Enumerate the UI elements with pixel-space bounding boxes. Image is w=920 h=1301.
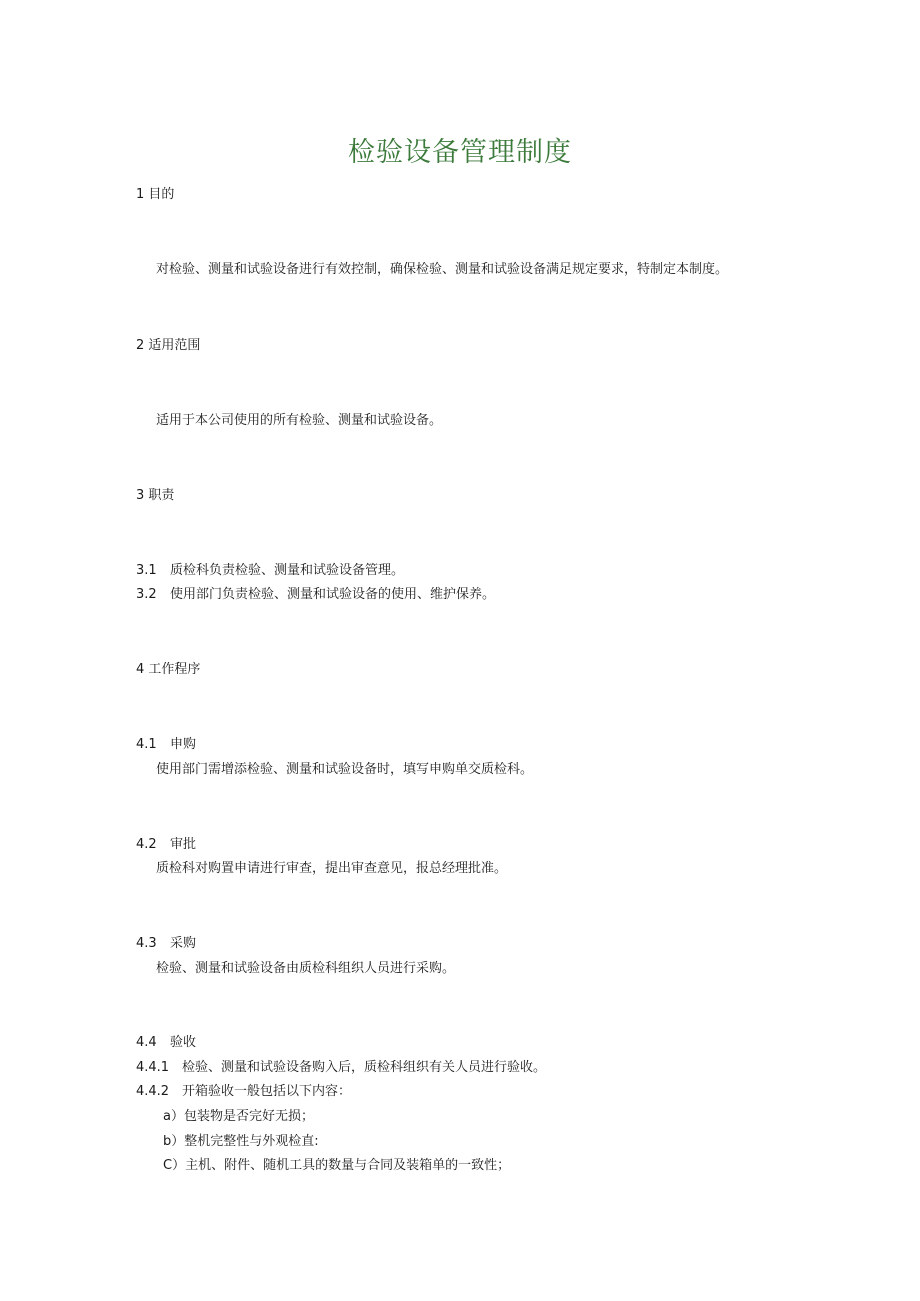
section-2-text: 适用于本公司使用的所有检验、测量和试验设备。 [156, 413, 443, 428]
subsection-number: 4.4 [136, 1035, 157, 1050]
subsection-number: 4.3 [136, 936, 157, 951]
subsection-heading [136, 935, 196, 953]
subsection-heading [136, 736, 196, 754]
clause-item [136, 1059, 546, 1077]
subsection-text: 使用部门需增添检验、测量和试验设备时，填写申购单交质检科。 [156, 762, 534, 777]
subsection-number: 4.1 [136, 737, 157, 752]
section-4-heading: 4 工作程序 [136, 662, 201, 677]
duty-item [136, 586, 495, 604]
duty-item-text: 使用部门负责检验、测量和试验设备的使用、维护保养。 [170, 587, 496, 602]
section-1-heading: 1 目的 [136, 187, 175, 202]
clause-text: 检验、测量和试验设备购入后，质检科组织有关人员进行验收。 [182, 1060, 547, 1075]
subsection-text: 质检科对购置申请进行审查，提出审查意见，报总经理批准。 [156, 861, 508, 876]
check-list-item: a）包装物是否完好无损； [163, 1109, 314, 1124]
subsection-number: 4.2 [136, 837, 157, 852]
subsection-text: 检验、测量和试验设备由质检科组织人员进行采购。 [156, 961, 456, 976]
duty-item-text: 质检科负责检验、测量和试验设备管理。 [170, 563, 405, 578]
check-list-item: b）整机完整性与外观检直: [163, 1134, 319, 1149]
subsection-title: 审批 [170, 837, 197, 852]
clause-number: 4.4.1 [136, 1060, 170, 1075]
document-title: 检验设备管理制度 [348, 137, 572, 168]
check-list-item: C）主机、附件、随机工具的数量与合同及装箱单的一致性； [163, 1158, 511, 1173]
section-2-heading: 2 适用范围 [136, 338, 201, 353]
subsection-heading [136, 836, 196, 854]
duty-item [136, 562, 404, 580]
section-3-heading: 3 职责 [136, 488, 175, 503]
section-1-text: 对检验、测量和试验设备进行有效控制，确保检验、测量和试验设备满足规定要求，特制定本制度。 [156, 262, 729, 277]
subsection-title: 验收 [170, 1035, 197, 1050]
clause-item [136, 1083, 351, 1101]
duty-item-number: 3.2 [136, 587, 157, 602]
duty-item-number: 3.1 [136, 563, 157, 578]
clause-text: 开箱验收一般包括以下内容： [182, 1084, 352, 1099]
subsection-title: 申购 [170, 737, 197, 752]
clause-number: 4.4.2 [136, 1084, 170, 1099]
subsection-title: 采购 [170, 936, 197, 951]
subsection-heading [136, 1034, 196, 1052]
